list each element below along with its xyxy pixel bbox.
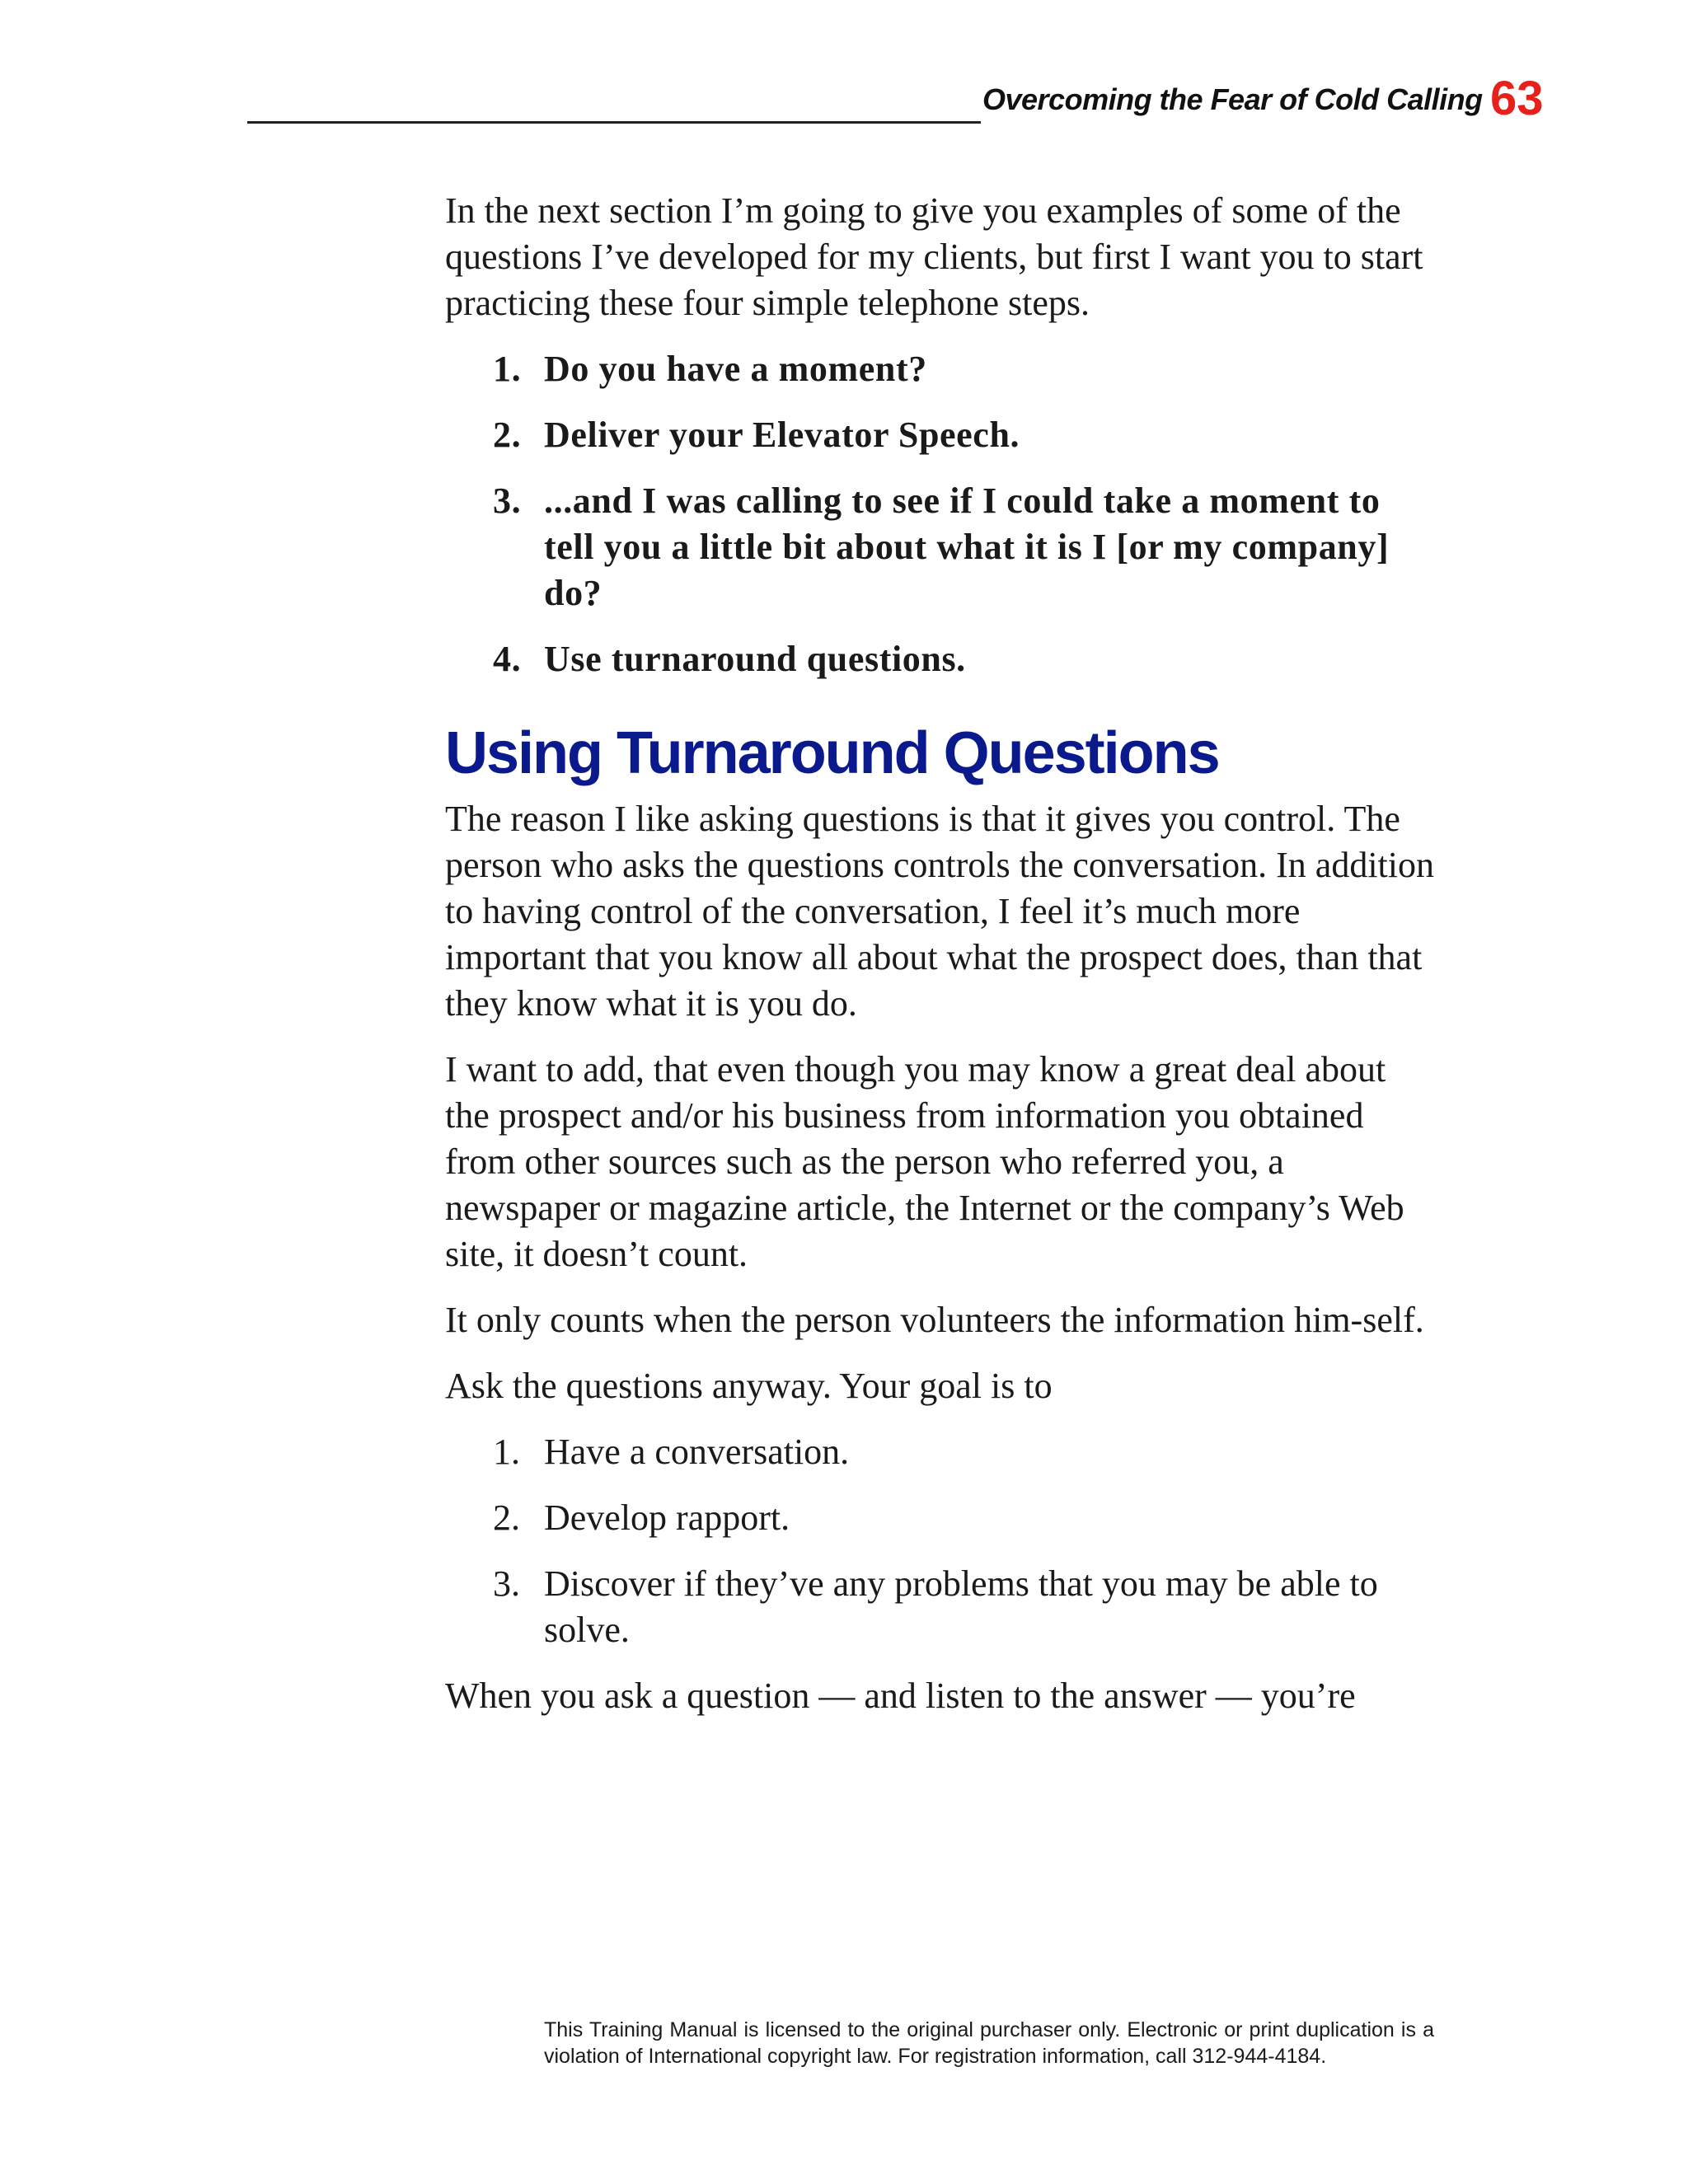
list-item-text: ...and I was calling to see if I could take a moment to tell you a little bit about what it is I [or my company] do? xyxy=(544,480,1390,613)
body-paragraph: It only counts when the person volunteers the information him-self. xyxy=(445,1300,1424,1340)
license-notice: This Training Manual is licensed to the original purchaser only. Electronic or print duplication is a violation of International copyright law. For registration information, call 312-944-4184. xyxy=(544,2018,1434,2068)
list-item xyxy=(445,478,1434,616)
list-item-text: Use turnaround questions. xyxy=(544,639,966,679)
body-paragraph: The reason I like asking questions is that it gives you control. The person who asks the questions controls the conversation. In addition to having control of the conversation, I feel it’s much more important that you know all about what the prospect does, than that they know what it is you do. xyxy=(445,799,1435,1024)
list-item-text: Deliver your Elevator Speech. xyxy=(544,415,1020,455)
body-paragraph: Ask the questions anyway. Your goal is to xyxy=(445,1366,1053,1406)
list-item-number: 3. xyxy=(493,480,522,521)
list-item xyxy=(445,636,1434,682)
list-item xyxy=(445,412,1434,458)
list-item-number: 3. xyxy=(493,1563,520,1604)
list-item xyxy=(445,346,1434,392)
list-item-number: 2. xyxy=(493,1497,520,1538)
page-content xyxy=(445,188,1434,1739)
closing-paragraph: When you ask a question — and listen to the answer — you’re xyxy=(445,1675,1356,1716)
list-item xyxy=(445,1429,1434,1475)
page-number: 63 xyxy=(1490,72,1544,125)
list-item-number: 1. xyxy=(493,349,522,389)
list-item-text: Do you have a moment? xyxy=(544,349,927,389)
intro-paragraph: In the next section I’m going to give you examples of some of the questions I’ve developed for my clients, but first I want you to start practicing these four simple telephone steps. xyxy=(445,190,1423,323)
list-item-text: Discover if they’ve any problems that you may be able to solve. xyxy=(544,1563,1378,1650)
section-heading: Using Turnaround Questions xyxy=(445,720,1219,786)
header-rule xyxy=(247,121,981,124)
list-item-number: 4. xyxy=(493,639,522,679)
telephone-steps-list xyxy=(445,346,1434,682)
list-item-text: Have a conversation. xyxy=(544,1432,850,1472)
list-item-number: 2. xyxy=(493,415,522,455)
list-item xyxy=(445,1495,1434,1541)
running-title: Overcoming the Fear of Cold Calling xyxy=(982,82,1483,116)
list-item-text: Develop rapport. xyxy=(544,1497,790,1538)
list-item-number: 1. xyxy=(493,1432,520,1472)
list-item xyxy=(445,1561,1434,1653)
goals-list xyxy=(445,1429,1434,1653)
body-paragraph: I want to add, that even though you may know a great deal about the prospect and/or his business from information you obtained from other sources such as the person who referred you, a newspaper or magazine article, the Internet or the company’s Web site, it doesn’t count. xyxy=(445,1049,1404,1274)
